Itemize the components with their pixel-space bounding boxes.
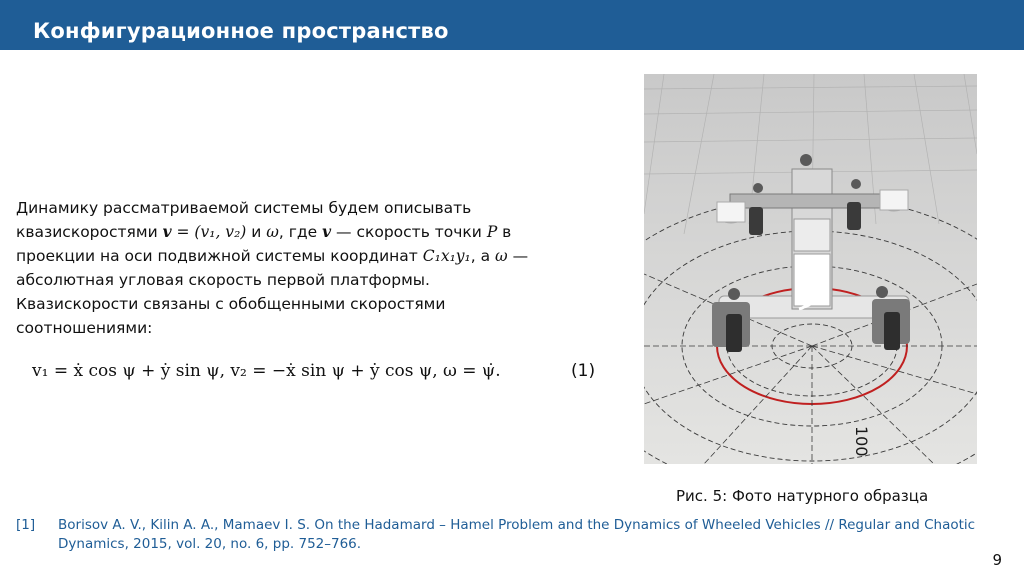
text-span: и [246, 223, 267, 241]
text-span: в [497, 223, 512, 241]
paragraph-line-1: Динамику рассматриваемой системы будем описывать [16, 199, 472, 217]
equation-1: v₁ = ẋ cos ψ + ẏ sin ψ, v₂ = −ẋ sin ψ + ẏ cos ψ, ω = ψ̇. [32, 361, 501, 381]
text-span: — [507, 247, 529, 265]
text-span: проекции на оси подвижной системы координат [16, 247, 423, 265]
equation-number: (1) [571, 361, 596, 381]
paragraph-line-5: Квазискорости связаны с обобщенными скоростями [16, 295, 446, 313]
floor-marking: 100 [852, 426, 871, 457]
text-span: , где [278, 223, 323, 241]
body-paragraph [16, 196, 606, 340]
paragraph-line-2 [16, 220, 606, 244]
slide-title: Конфигурационное пространство [33, 19, 449, 43]
math-omega: ω [266, 223, 279, 241]
text-span: — скорость точки [331, 223, 487, 241]
text-span: , а [470, 247, 496, 265]
slide-header [0, 0, 1024, 50]
figure-caption: Рис. 5: Фото натурного образца [676, 487, 929, 505]
math-P: P [486, 223, 498, 241]
reference-label: [1] [16, 517, 36, 533]
math-v-components: = (v₁, v₂) [171, 223, 247, 241]
reference-text: Borisov A. V., Kilin A. A., Mamaev I. S. On the Hadamard – Hamel Problem and the Dynamics of Wheeled Vehicles // Regular and Chaotic Dynamics, 2015, vol. 20, no. 6, pp. 752–766. [58, 517, 976, 552]
paragraph-line-3 [16, 244, 606, 268]
robot-photo-illustration [644, 74, 977, 464]
text-span: квазискоростями [16, 223, 163, 241]
math-omega: ω [495, 247, 508, 265]
page-number: 9 [992, 551, 1002, 569]
math-v-bold: v [322, 222, 332, 241]
paragraph-line-4: абсолютная угловая скорость первой платформы. [16, 271, 430, 289]
math-coordinate-system: C₁x₁y₁ [422, 247, 471, 265]
robot-photo [644, 74, 977, 464]
math-v-bold: v [162, 222, 172, 241]
paragraph-line-6: соотношениями: [16, 319, 153, 337]
